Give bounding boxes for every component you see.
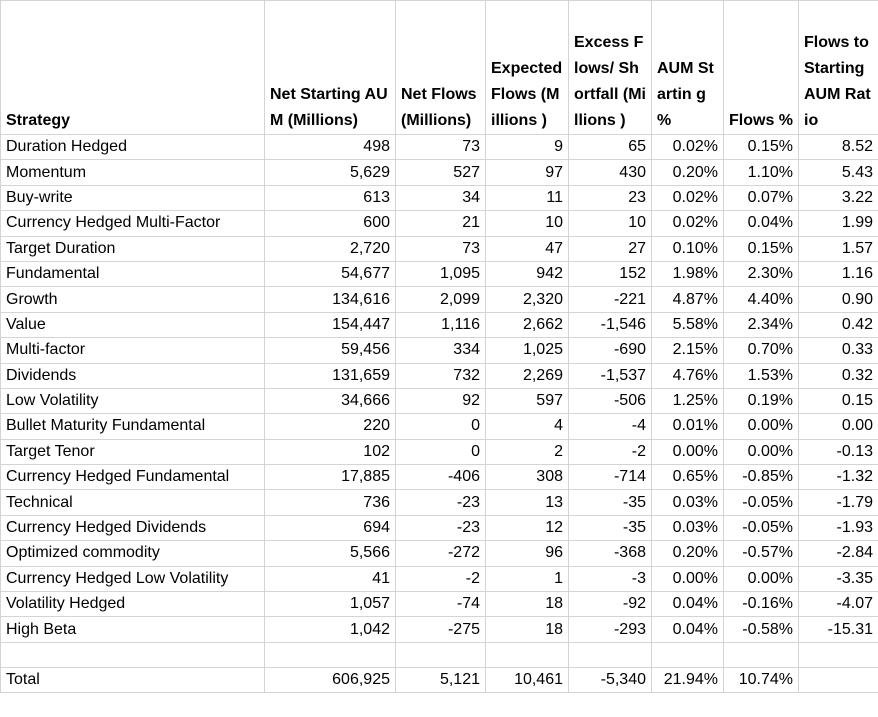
flows-ratio-cell: 8.52 [799,135,878,160]
net-flows-cell: 1,095 [396,261,486,286]
net-flows-cell: -74 [396,592,486,617]
excess-flows-cell: -4 [569,414,652,439]
net-starting-aum-cell: 5,566 [265,541,396,566]
net-starting-aum-cell: 59,456 [265,338,396,363]
strategy-cell: Value [1,312,265,337]
flows-pct-cell: -0.05% [724,490,799,515]
aum-starting-pct-cell: 4.76% [652,363,724,388]
net-flows-cell [396,642,486,667]
flows-pct-cell: 1.10% [724,160,799,185]
expected-flows-cell: 10 [486,211,569,236]
strategy-cell: Momentum [1,160,265,185]
excess-flows-cell: 27 [569,236,652,261]
net-starting-aum-cell: 736 [265,490,396,515]
expected-flows-cell: 10,461 [486,667,569,692]
table-row [1,439,878,464]
flows-ratio-cell: -15.31 [799,617,878,642]
total-row [1,667,878,692]
excess-flows-cell: -1,537 [569,363,652,388]
flows-pct-cell: 1.53% [724,363,799,388]
excess-flows-cell: -293 [569,617,652,642]
aum-starting-pct-cell: 0.01% [652,414,724,439]
net-starting-aum-cell: 606,925 [265,667,396,692]
expected-flows-cell: 1 [486,566,569,591]
net-flows-cell: -272 [396,541,486,566]
expected-flows-cell: 2,320 [486,287,569,312]
flows-ratio-cell: 1.16 [799,261,878,286]
table-row [1,566,878,591]
expected-flows-cell: 47 [486,236,569,261]
net-flows-cell: 1,116 [396,312,486,337]
strategy-cell: Currency Hedged Low Volatility [1,566,265,591]
net-flows-cell: 73 [396,135,486,160]
excess-flows-cell: -221 [569,287,652,312]
aum-starting-pct-cell: 0.02% [652,135,724,160]
table-row [1,261,878,286]
header-row [1,1,878,135]
net-flows-cell: 0 [396,414,486,439]
aum-starting-pct-cell: 0.03% [652,490,724,515]
strategy-cell: Fundamental [1,261,265,286]
flows-pct-cell: -0.05% [724,515,799,540]
net-starting-aum-cell: 1,057 [265,592,396,617]
strategy-cell: Buy-write [1,185,265,210]
strategy-cell: Total [1,667,265,692]
expected-flows-cell: 2,662 [486,312,569,337]
excess-flows-cell: -506 [569,388,652,413]
aum-starting-pct-cell: 0.04% [652,592,724,617]
table-row [1,211,878,236]
aum-starting-pct-cell: 0.20% [652,541,724,566]
net-starting-aum-cell: 498 [265,135,396,160]
net-flows-cell: -406 [396,465,486,490]
expected-flows-cell: 9 [486,135,569,160]
expected-flows-cell: 11 [486,185,569,210]
flows-pct-cell: 0.70% [724,338,799,363]
net-starting-aum-cell: 613 [265,185,396,210]
header-expected-flows: Expected Flows (Millions ) [486,1,569,135]
expected-flows-cell [486,642,569,667]
net-starting-aum-cell [265,642,396,667]
header-aum-starting-pct: AUM Startin g % [652,1,724,135]
strategy-cell: Target Duration [1,236,265,261]
table-row [1,414,878,439]
flows-pct-cell: 10.74% [724,667,799,692]
flows-pct-cell: 0.15% [724,236,799,261]
flows-ratio-cell: -2.84 [799,541,878,566]
header-excess-flows: Excess Flows/ Shortfall (Millions ) [569,1,652,135]
net-flows-cell: 0 [396,439,486,464]
net-starting-aum-cell: 154,447 [265,312,396,337]
flows-ratio-cell [799,667,878,692]
flows-pct-cell: 2.34% [724,312,799,337]
excess-flows-cell: -690 [569,338,652,363]
net-starting-aum-cell: 102 [265,439,396,464]
flows-ratio-cell: 0.42 [799,312,878,337]
excess-flows-cell: -5,340 [569,667,652,692]
strategy-cell [1,642,265,667]
flows-ratio-cell: -1.32 [799,465,878,490]
expected-flows-cell: 2 [486,439,569,464]
aum-starting-pct-cell: 0.65% [652,465,724,490]
excess-flows-cell: 430 [569,160,652,185]
flows-pct-cell: 0.00% [724,414,799,439]
aum-starting-pct-cell: 0.00% [652,439,724,464]
aum-starting-pct-cell: 0.02% [652,185,724,210]
strategy-cell: Volatility Hedged [1,592,265,617]
aum-starting-pct-cell: 5.58% [652,312,724,337]
flows-ratio-cell: 0.32 [799,363,878,388]
flows-pct-cell [724,642,799,667]
flows-ratio-cell: -1.93 [799,515,878,540]
table-row [1,617,878,642]
table-row [1,135,878,160]
strategy-cell: Low Volatility [1,388,265,413]
net-flows-cell: -23 [396,490,486,515]
net-flows-cell: 2,099 [396,287,486,312]
net-starting-aum-cell: 41 [265,566,396,591]
blank-row [1,642,878,667]
strategy-cell: Technical [1,490,265,515]
flows-ratio-cell: 3.22 [799,185,878,210]
net-flows-cell: -2 [396,566,486,591]
expected-flows-cell: 1,025 [486,338,569,363]
flows-pct-cell: 0.00% [724,566,799,591]
table-row [1,515,878,540]
strategy-cell: High Beta [1,617,265,642]
flows-ratio-cell: 0.15 [799,388,878,413]
net-starting-aum-cell: 694 [265,515,396,540]
net-starting-aum-cell: 5,629 [265,160,396,185]
aum-starting-pct-cell: 0.00% [652,566,724,591]
strategy-cell: Bullet Maturity Fundamental [1,414,265,439]
table-row [1,185,878,210]
flows-ratio-cell: 0.00 [799,414,878,439]
net-starting-aum-cell: 131,659 [265,363,396,388]
excess-flows-cell [569,642,652,667]
excess-flows-cell: -1,546 [569,312,652,337]
table-row [1,490,878,515]
table-row [1,160,878,185]
expected-flows-cell: 18 [486,617,569,642]
flows-ratio-cell: -3.35 [799,566,878,591]
flows-pct-cell: 0.00% [724,439,799,464]
strategy-cell: Currency Hedged Dividends [1,515,265,540]
aum-starting-pct-cell: 4.87% [652,287,724,312]
table-row [1,465,878,490]
flows-pct-cell: 0.04% [724,211,799,236]
excess-flows-cell: -714 [569,465,652,490]
expected-flows-cell: 308 [486,465,569,490]
flows-pct-cell: -0.58% [724,617,799,642]
net-flows-cell: -275 [396,617,486,642]
net-flows-cell: -23 [396,515,486,540]
table-row [1,312,878,337]
net-starting-aum-cell: 220 [265,414,396,439]
excess-flows-cell: 23 [569,185,652,210]
net-starting-aum-cell: 54,677 [265,261,396,286]
expected-flows-cell: 942 [486,261,569,286]
aum-starting-pct-cell: 1.25% [652,388,724,413]
net-starting-aum-cell: 2,720 [265,236,396,261]
strategy-cell: Optimized commodity [1,541,265,566]
flows-ratio-cell: 5.43 [799,160,878,185]
net-starting-aum-cell: 134,616 [265,287,396,312]
flows-pct-cell: 0.19% [724,388,799,413]
excess-flows-cell: -35 [569,515,652,540]
net-flows-cell: 34 [396,185,486,210]
header-strategy: Strategy [1,1,265,135]
expected-flows-cell: 13 [486,490,569,515]
expected-flows-cell: 18 [486,592,569,617]
table-row [1,388,878,413]
net-flows-cell: 5,121 [396,667,486,692]
expected-flows-cell: 2,269 [486,363,569,388]
table-row [1,338,878,363]
table-row [1,236,878,261]
flows-ratio-cell: -4.07 [799,592,878,617]
strategy-cell: Dividends [1,363,265,388]
aum-starting-pct-cell: 1.98% [652,261,724,286]
net-starting-aum-cell: 600 [265,211,396,236]
header-net-flows: Net Flows (Millions) [396,1,486,135]
excess-flows-cell: -92 [569,592,652,617]
expected-flows-cell: 4 [486,414,569,439]
strategy-cell: Currency Hedged Fundamental [1,465,265,490]
excess-flows-cell: 65 [569,135,652,160]
strategy-cell: Multi-factor [1,338,265,363]
net-flows-cell: 21 [396,211,486,236]
aum-starting-pct-cell: 21.94% [652,667,724,692]
aum-starting-pct-cell: 0.03% [652,515,724,540]
strategy-cell: Target Tenor [1,439,265,464]
table-row [1,287,878,312]
excess-flows-cell: -2 [569,439,652,464]
flows-ratio-cell: 1.57 [799,236,878,261]
net-flows-cell: 73 [396,236,486,261]
excess-flows-cell: -35 [569,490,652,515]
aum-starting-pct-cell: 0.04% [652,617,724,642]
table-row [1,363,878,388]
header-net-starting-aum: Net Starting AUM (Millions) [265,1,396,135]
header-flows-pct: Flows % [724,1,799,135]
net-flows-cell: 527 [396,160,486,185]
strategy-cell: Growth [1,287,265,312]
expected-flows-cell: 97 [486,160,569,185]
flows-ratio-cell: 0.90 [799,287,878,312]
aum-starting-pct-cell: 0.20% [652,160,724,185]
expected-flows-cell: 597 [486,388,569,413]
flows-pct-cell: 0.07% [724,185,799,210]
strategy-cell: Currency Hedged Multi-Factor [1,211,265,236]
expected-flows-cell: 96 [486,541,569,566]
net-starting-aum-cell: 1,042 [265,617,396,642]
aum-starting-pct-cell [652,642,724,667]
strategy-cell: Duration Hedged [1,135,265,160]
net-flows-cell: 732 [396,363,486,388]
aum-starting-pct-cell: 2.15% [652,338,724,363]
flows-pct-cell: 2.30% [724,261,799,286]
excess-flows-cell: 152 [569,261,652,286]
net-starting-aum-cell: 17,885 [265,465,396,490]
flows-pct-cell: -0.57% [724,541,799,566]
table-body [1,135,878,693]
expected-flows-cell: 12 [486,515,569,540]
flows-ratio-cell: -1.79 [799,490,878,515]
table-row [1,592,878,617]
flows-pct-cell: -0.85% [724,465,799,490]
net-flows-cell: 92 [396,388,486,413]
flows-pct-cell: -0.16% [724,592,799,617]
net-flows-cell: 334 [396,338,486,363]
excess-flows-cell: -368 [569,541,652,566]
net-starting-aum-cell: 34,666 [265,388,396,413]
excess-flows-cell: -3 [569,566,652,591]
flows-ratio-cell: 1.99 [799,211,878,236]
excess-flows-cell: 10 [569,211,652,236]
header-flows-ratio: Flows to Starting AUM Ratio [799,1,878,135]
aum-starting-pct-cell: 0.10% [652,236,724,261]
aum-starting-pct-cell: 0.02% [652,211,724,236]
flows-ratio-cell: -0.13 [799,439,878,464]
table-row [1,541,878,566]
flows-pct-cell: 0.15% [724,135,799,160]
flows-ratio-cell: 0.33 [799,338,878,363]
flows-ratio-cell [799,642,878,667]
flows-pct-cell: 4.40% [724,287,799,312]
